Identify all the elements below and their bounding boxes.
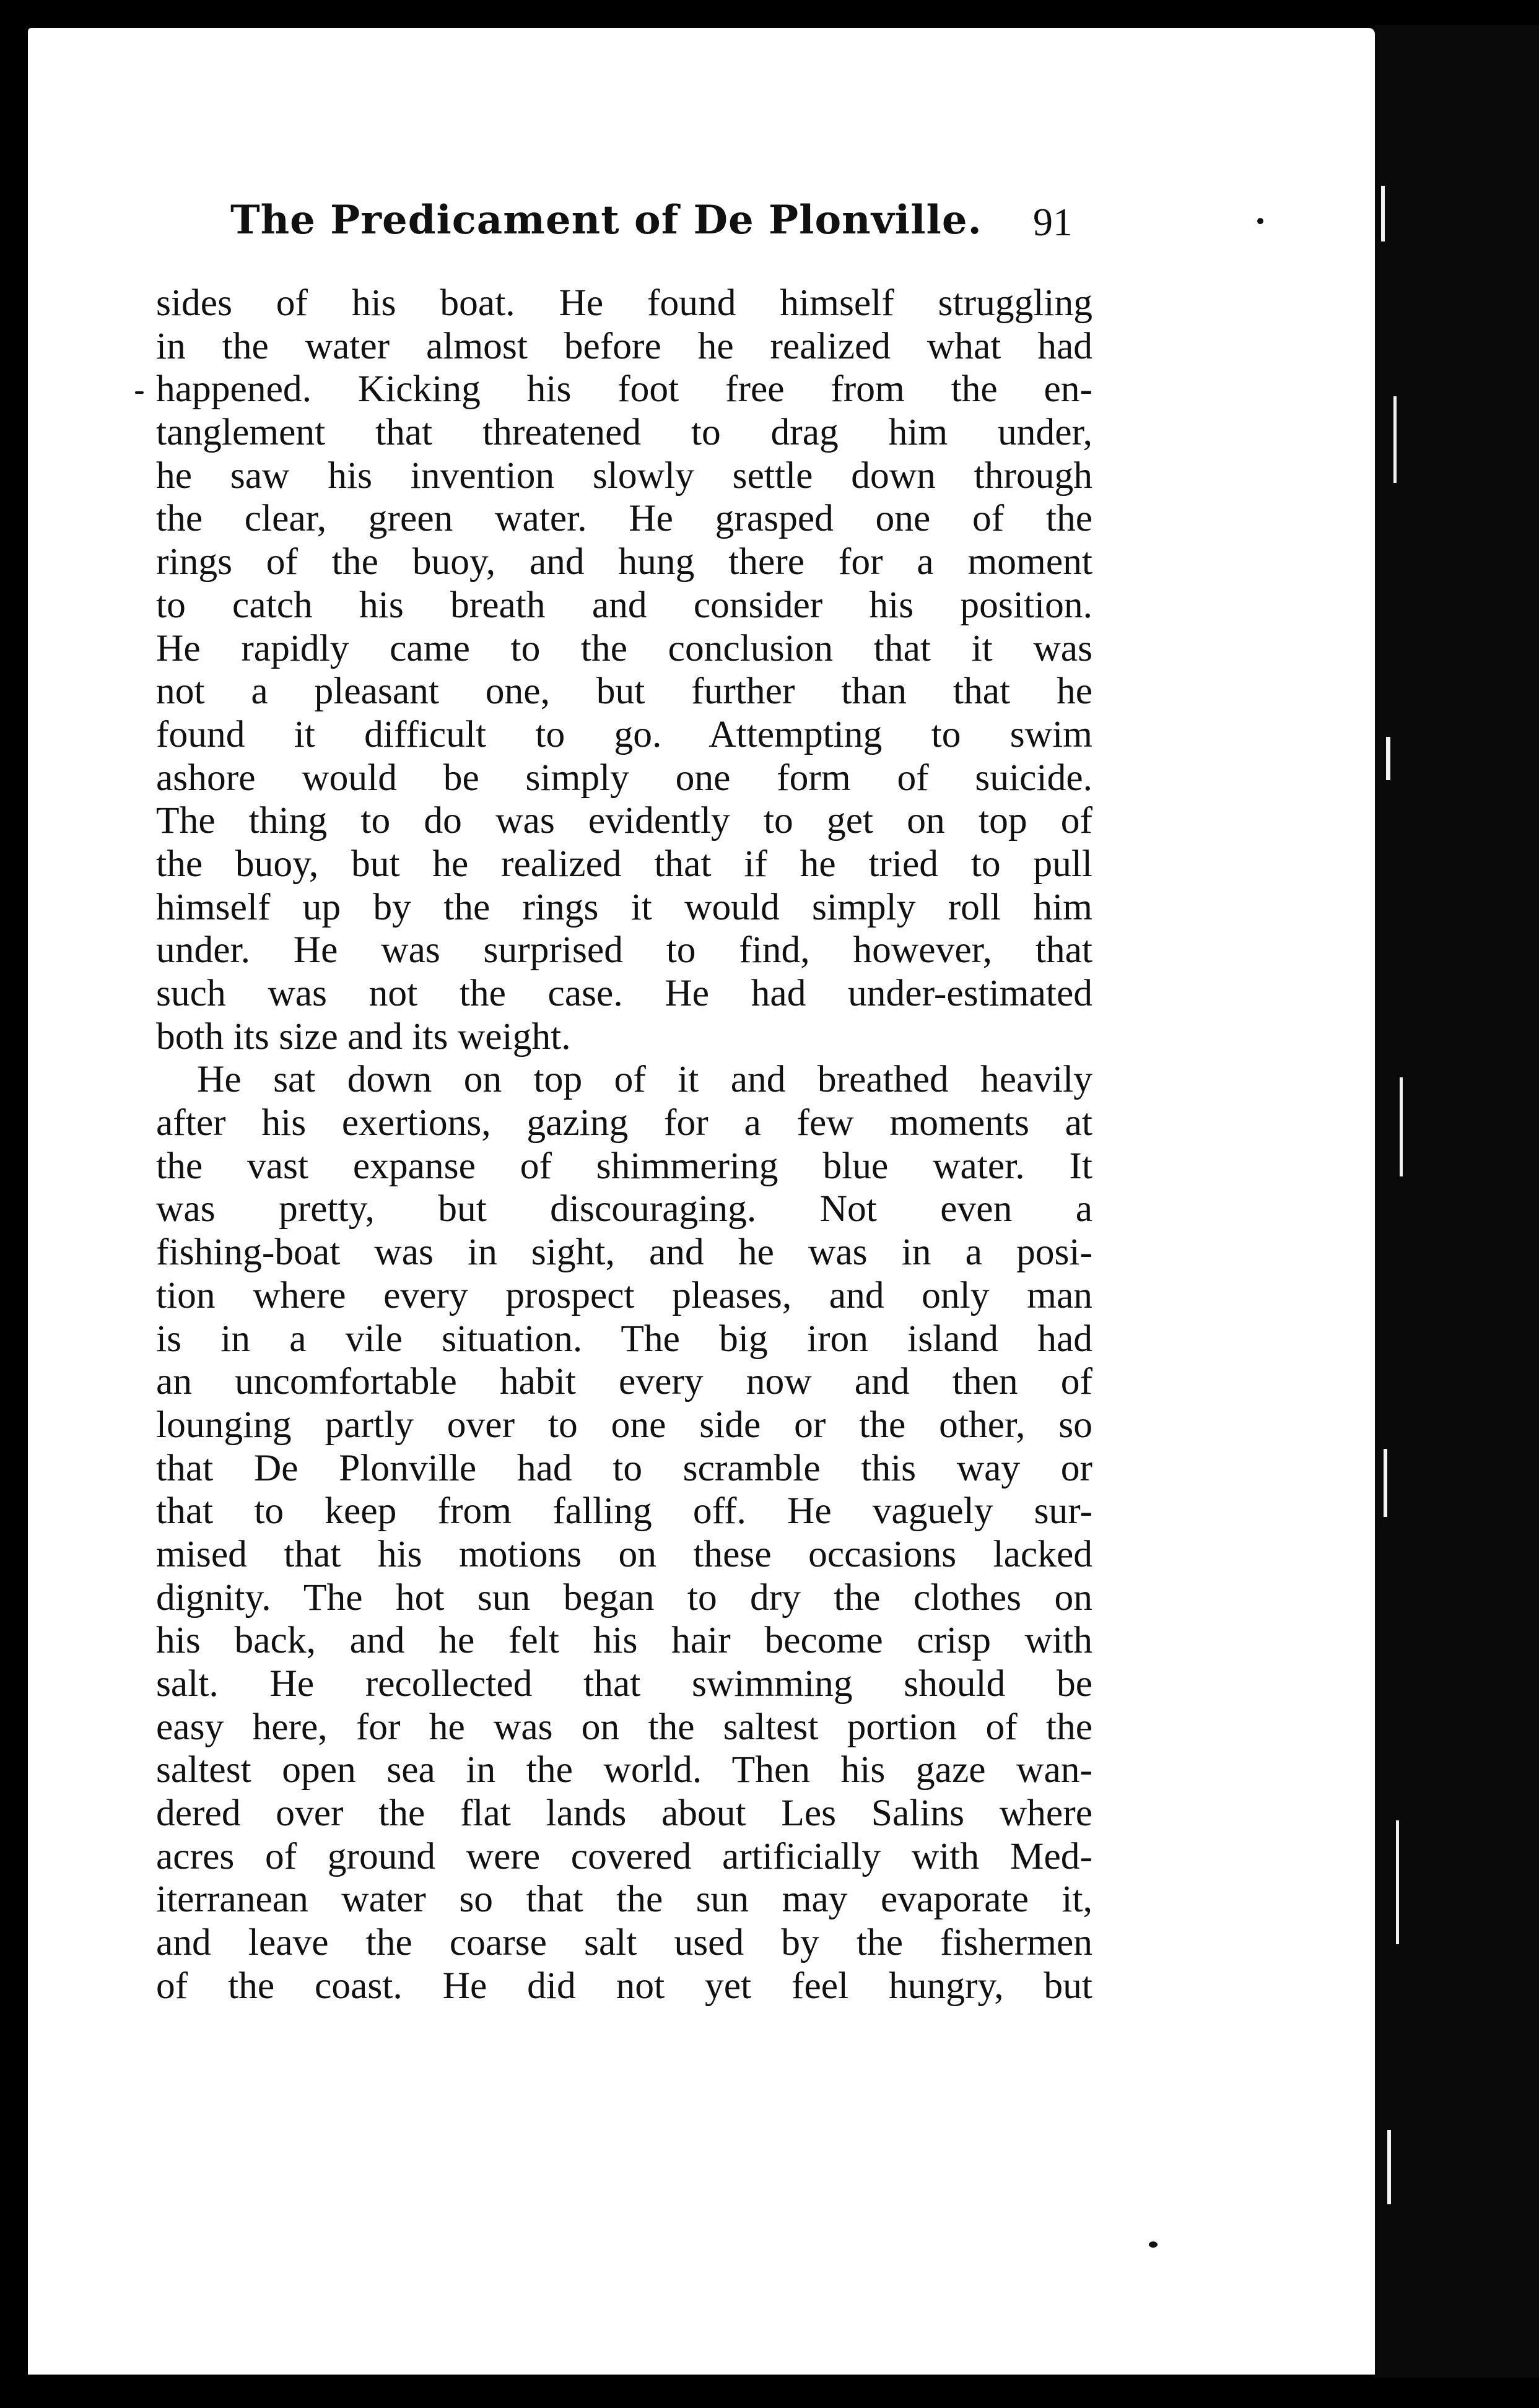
text-line: in the water almost before he realized what had [156,324,1092,367]
text-line: ashore would be simply one form of suicide. [156,756,1092,799]
body-text [156,282,1092,2008]
text-line: iterranean water so that the sun may evaporate it, [156,1878,1092,1921]
edge-fleck [1393,396,1397,483]
text-line: himself up by the rings it would simply roll him [156,885,1092,928]
text-line: fishing-boat was in sight, and he was in a posi- [156,1231,1092,1274]
text-line: saltest open sea in the world. Then his gaze wan- [156,1749,1092,1791]
text-line: under. He was surprised to find, however, that [156,929,1092,971]
text-line: lounging partly over to one side or the other, so [156,1403,1092,1446]
text-line: and leave the coarse salt used by the fishermen [156,1921,1092,1964]
text-line: salt. He recollected that swimming should be [156,1663,1092,1705]
text-line: his back, and he felt his hair become crisp with [156,1619,1092,1662]
text-line: is in a vile situation. The big iron island had [156,1317,1092,1360]
text-line: dered over the flat lands about Les Salins where [156,1792,1092,1835]
text-line: The thing to do was evidently to get on top of [156,799,1092,842]
edge-fleck [1387,2130,1391,2204]
edge-fleck [1386,737,1390,780]
text-line: tion where every prospect pleases, and only man [156,1274,1092,1316]
text-line: mised that his motions on these occasions lacked [156,1532,1092,1575]
text-line: such was not the case. He had under-estimated [156,972,1092,1014]
text-line: found it difficult to go. Attempting to swim [156,713,1092,755]
text-line: not a pleasant one, but further than that he [156,670,1092,713]
text-line: easy here, for he was on the saltest portion of the [156,1705,1092,1748]
text-line: He sat down on top of it and breathed heavily [197,1058,1092,1101]
edge-fleck [1400,1077,1403,1176]
text-line: to catch his breath and consider his position. [156,583,1092,626]
text-line: tanglement that threatened to drag him under, [156,411,1092,454]
text-line: the vast expanse of shimmering blue water. It [156,1144,1092,1187]
ink-speck [1257,218,1263,224]
page-number: 91 [1033,200,1073,244]
text-line: rings of the buoy, and hung there for a moment [156,541,1092,583]
text-line: sides of his boat. He found himself struggling [156,282,1092,324]
text-line: He rapidly came to the conclusion that it was [156,627,1092,669]
text-line: of the coast. He did not yet feel hungry, but [156,1964,1092,2007]
running-head-title: The Predicament of De Plonville. [230,197,982,243]
edge-fleck [1396,1820,1399,1944]
text-line: he saw his invention slowly settle down through [156,454,1092,497]
text-line: an uncomfortable habit every now and then of [156,1360,1092,1403]
text-line: the buoy, but he realized that if he tried to pull [156,842,1092,885]
text-line: both its size and its weight. [156,1015,571,1058]
text-line: after his exertions, gazing for a few moments at [156,1102,1092,1144]
text-line: dignity. The hot sun began to dry the clothes on [156,1576,1092,1619]
text-line: happened. Kicking his foot free from the en- [156,368,1092,411]
text-line: that De Plonville had to scramble this way or [156,1446,1092,1489]
page-edge-shadow [1375,25,1539,2378]
text-line: acres of ground were covered artificially with Med- [156,1835,1092,1877]
text-line: was pretty, but discouraging. Not even a [156,1188,1092,1230]
text-line: that to keep from falling off. He vaguely sur- [156,1490,1092,1532]
ink-speck [1149,2241,1158,2248]
ink-speck [135,391,144,394]
running-head [230,197,1085,253]
text-line: the clear, green water. He grasped one of the [156,497,1092,540]
edge-fleck [1384,1449,1387,1517]
edge-fleck [1381,186,1385,241]
